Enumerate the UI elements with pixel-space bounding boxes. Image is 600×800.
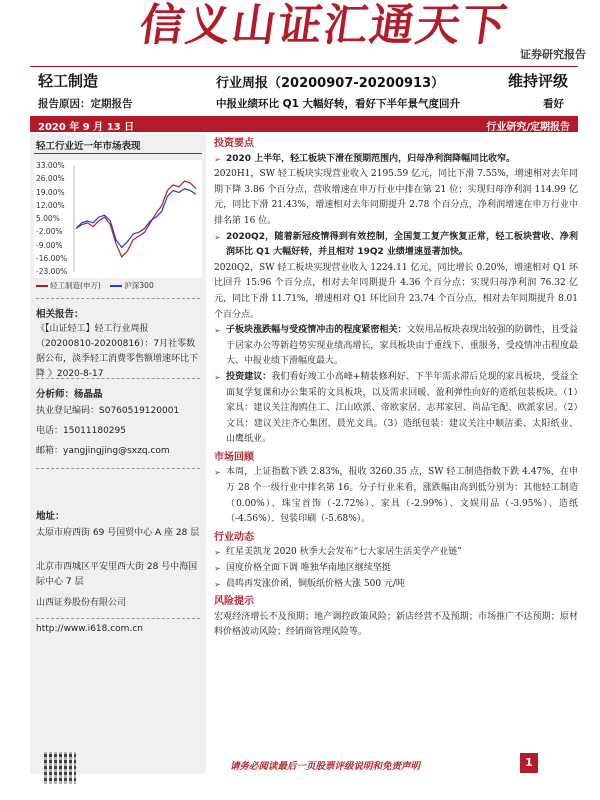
address-taiyuan: 太原市府西街 69 号国贸中心 A 座 28 层: [36, 528, 200, 538]
chart-y-tick: -23.00%: [36, 267, 68, 276]
news-item[interactable]: ➢ 红星美凯龙 2020 秋季大会发布“七大家居生活美学产业链”: [214, 545, 578, 561]
performance-chart: [34, 160, 202, 278]
point-3: [214, 323, 578, 370]
chart-svg: [34, 160, 202, 278]
chart-y-tick: 26.00%: [36, 174, 65, 184]
report-reason: 报告原因：定期报告: [38, 98, 133, 110]
chart-y-tick: 12.00%: [36, 200, 65, 210]
banner: [0, 0, 600, 62]
address-beijing: 北京市西城区平安里西大街 28 号中海国际中心 7 层: [36, 562, 198, 587]
report-date: 2020 年 9 月 13 日: [38, 122, 135, 133]
website-link[interactable]: http://www.i618.com.cn: [36, 624, 143, 634]
chart-y-tick: 19.00%: [36, 187, 65, 197]
analyst-email[interactable]: 邮箱：yangjingjing@sxzq.com: [36, 446, 170, 456]
section-risk: 风险提示: [214, 596, 254, 608]
related-title: 相关报告：: [36, 309, 84, 320]
point-2: [214, 230, 578, 261]
banner-subtitle: 证券研究报告: [520, 48, 586, 61]
news-item[interactable]: ➢ 晨鸣再发涨价函，铜版纸价格大涨 500 元/吨: [214, 577, 578, 593]
analyst-cert: 执业登记编码：S0760519120001: [36, 406, 180, 416]
header-row: [30, 68, 578, 94]
point-2-body: 2020Q2，SW 轻工板块实现营业收入 1224.11 亿元，同比增长 0.20%，增速相对 Q1 环比回升 15.96 个百分点，相对去年同期提升 4.36 个百分点；实现归母净利润 76.32 亿元，同比下滑 11.71%，增速相对 Q1 环比回升 23.74 个百分点，相对去年同期提升 8.01 个百分点。: [214, 262, 578, 320]
point-1: [214, 152, 578, 168]
chart-y-tick: 5.00%: [36, 214, 60, 223]
report-headline: 中报业绩环比 Q1 大幅好转，看好下半年景气度回升: [216, 98, 461, 110]
sub-row: [30, 95, 578, 113]
top-rule: [30, 66, 578, 67]
disclaimer-note: 请务必阅读最后一页股票评级说明和免责声明: [230, 761, 421, 772]
market-review: ➢ 本周，上证指数下跌 2.83%，报收 3260.35 点，SW 轻工制造指数下跌 4.47%，在申万 28 个一级行业中排名第 16。分子行业来看，涨跌幅由高到低分别为：其他轻工制造（0.00%）、珠宝首饰（-2.72%）、家具（-2.99%）、文娱用品（-3.95%）、造纸（-4.56%）、包装印刷（-5.68%）。: [214, 465, 578, 527]
main-content: [214, 134, 578, 641]
point-4-body: 我们看好竣工小高峰+精装修利好、下半年需求滞后兑现的家具板块，受益全面复学复课和办公集采的文具板块，以及需求回暖、盈利弹性向好的造纸包装板块。（1）家具：建议关注海鸥住工、江山欧派、帝欧家居、志邦家居、尚品宅配、欧派家居。（2）文具：建议关注齐心集团、晨光文具。（3）造纸包装：建议关注中顺洁柔、太阳纸业、山鹰纸业。: [226, 371, 578, 445]
divider: [36, 378, 200, 379]
legend-swatch-index: [110, 285, 122, 287]
related-report[interactable]: 《【山证轻工】轻工行业周报（20200810-20200816）：7月社零数据公布，淡季轻工消费零售额增速环比下降 》2020-8-17: [36, 324, 199, 379]
risk-text: 宏观经济增长不及预期；地产调控政策风险；新店经营不及预期；市场推广不达预期；原材料价格波动风险；经销商管理风险等。: [214, 611, 578, 638]
point-3-body: 文娱用品板块表现出较强的防御性，且受益于居家办公等新趋势实现业绩高增长，家具板块由于重线下、重服务，受疫情冲击程度最大、中报业绩下滑幅度最大。: [226, 325, 578, 367]
rating-value: 看好: [543, 98, 564, 110]
date-bar: [30, 116, 578, 132]
rating-label: 维持评级: [507, 72, 568, 90]
sidebar: [30, 134, 206, 774]
report-title: 行业周报（20200907-20200913）: [216, 76, 445, 91]
legend-light-industry: 轻工制造(申万): [50, 281, 101, 290]
analyst-title: 分析师：杨晶晶: [36, 389, 103, 400]
section-market-review: 市场回顾: [214, 451, 254, 463]
address-title: 地址：: [36, 511, 65, 522]
brand-logo: 信义山证汇通天下: [136, 0, 512, 51]
divider: [36, 618, 200, 619]
page-number: 1: [520, 753, 538, 773]
point-4-headline: 投资建议：: [226, 371, 272, 382]
chart-y-tick: -2.00%: [36, 227, 63, 237]
point-1-body: 2020H1，SW 轻工板块实现营业收入 2195.59 亿元，同比下滑 7.55%，增速相对去年同期下降 3.86 个百分点，营收增速在申万行业中排在第 21 位；实现归母净利润 114.99 亿元，同比下滑 21.43%，增速相对去年同期提升 2.78 个百分点，净利润增速在申万行业中排名第 16 位。: [214, 169, 578, 226]
company-name: 山西证券股份有限公司: [36, 598, 127, 608]
divider: [36, 468, 200, 469]
legend-hs300: 沪深300: [124, 281, 154, 290]
perf-rule: [34, 153, 202, 154]
perf-title: 轻工行业近一年市场表现: [36, 141, 141, 152]
legend-swatch-light: [36, 285, 48, 287]
point-3-headline: 子板块涨跌幅与受疫情冲击的程度紧密相关：: [226, 325, 407, 336]
point-2-headline: 2020Q2，随着新冠疫情得到有效控制，全国复工复产恢复正常，轻工板块营收、净利润环比 Q1 大幅好转，并且相对 19Q2 业绩增速显著加快。: [226, 231, 578, 258]
qr-code: [44, 752, 76, 784]
section-industry-news: 行业动态: [214, 531, 254, 543]
chart-y-tick: -9.00%: [36, 240, 63, 250]
report-type: 行业研究/定期报告: [486, 122, 570, 133]
divider: [36, 298, 200, 299]
section-investment-points: 投资要点: [214, 138, 254, 149]
chart-y-tick: 33.00%: [36, 161, 65, 170]
news-item[interactable]: ➢ 国度价格全面下调 唯独华南地区继续坚挺: [214, 561, 578, 577]
chart-legend: [36, 280, 154, 291]
chart-y-tick: -16.00%: [36, 253, 68, 263]
point-4: [214, 370, 578, 448]
analyst-phone: 电话：15011180295: [36, 426, 126, 436]
point-1-headline: 2020 上半年，轻工板块下滑在预期范围内，归母净利润降幅同比收窄。: [226, 153, 516, 164]
industry-name: 轻工制造: [38, 72, 99, 90]
